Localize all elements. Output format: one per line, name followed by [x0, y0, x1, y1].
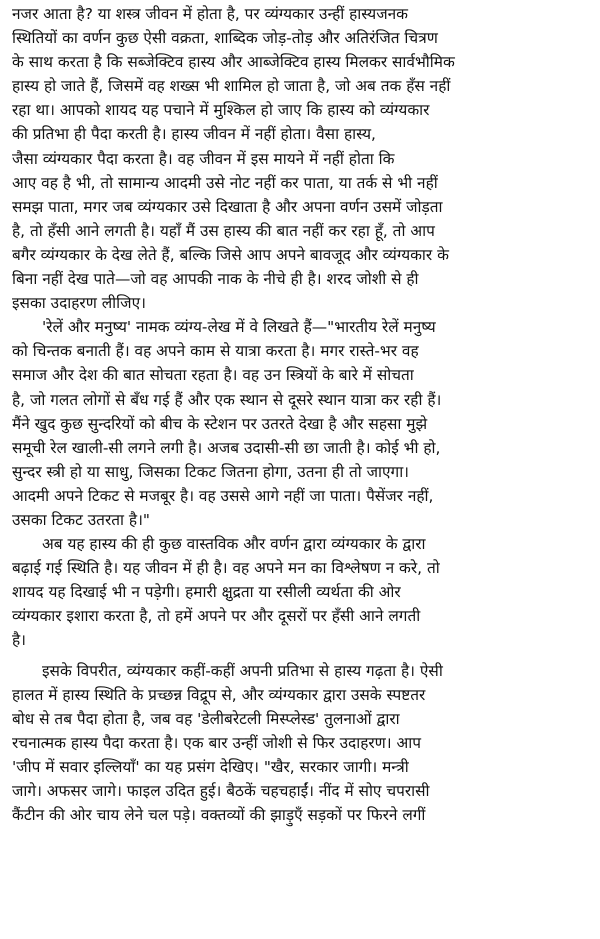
text-line: है। — [12, 631, 27, 650]
text-line: है, तो हँसी आने लगती है। यहाँ मैं उस हास्य की बात नहीं कर रहा हूँ, तो आप — [12, 221, 435, 240]
text-line: की प्रतिभा ही पैदा करती है। हास्य जीवन में नहीं होता। वैसा हास्य, — [12, 125, 376, 144]
text-line: उसका टिकट उतरता है।" — [12, 510, 150, 529]
text-line: जैसा व्यंग्यकार पैदा करता है। वह जीवन में इस मायने में नहीं होता कि — [12, 149, 395, 168]
text-line: अब यह हास्य की ही कुछ वास्तविक और वर्णन द्वारा व्यंग्यकार के द्वारा — [42, 535, 426, 554]
paragraph-2 — [12, 315, 592, 532]
text-line: बोध से तब पैदा होता है, जब वह 'डेलीबरेटली मिस्प्लेस्ड' तुलनाओं द्वारा — [12, 709, 400, 728]
text-line: कैंटीन की ओर चाय लेने चल पड़े। वक्तव्यों की झाड़ुएँ सड़कों पर फिरने लगीं — [12, 806, 426, 825]
paragraph-3 — [12, 532, 592, 652]
text-line: बगैर व्यंग्यकार के देख लेते हैं, बल्कि जिसे आप अपने बावजूद और व्यंग्यकार के — [12, 245, 449, 264]
text-line: बढ़ाई गई स्थिति है। यह जीवन में ही है। वह अपने मन का विश्लेषण न करे, तो — [12, 559, 440, 578]
text-line: है, जो गलत लोगों से बँध गई हैं और एक स्थान से दूसरे स्थान यात्रा कर रही हैं। — [12, 390, 442, 409]
text-line: 'जीप में सवार इल्लियाँ' का यह प्रसंग देखिए। "खैर, सरकार जागी। मन्त्री — [12, 757, 409, 776]
paragraph-1 — [12, 2, 592, 315]
text-line: 'रेलें और मनुष्य' नामक व्यंग्य-लेख में वे लिखते हैं—"भारतीय रेलें मनुष्य — [42, 318, 436, 337]
text-line: हालत में हास्य स्थिति के प्रच्छन्न विद्रूप से, और व्यंग्यकार द्वारा उसके स्पष्टतर — [12, 685, 426, 704]
text-line: शायद यह दिखाई भी न पड़ेगी। हमारी क्षुद्रता या रसीली व्यर्थता की ओर — [12, 583, 401, 602]
text-line: बिना नहीं देख पाते—जो वह आपकी नाक के नीचे ही है। शरद जोशी से ही — [12, 270, 419, 289]
text-line: मैंने खुद कुछ सुन्दरियों को बीच के स्टेशन पर उतरते देखा है और सहसा मुझे — [12, 414, 428, 433]
text-line: जागे। अफसर जागे। फाइल उदित हुई। बैठकें चहचहाईं। नींद में सोए चपरासी — [12, 782, 430, 800]
text-line: आदमी अपने टिकट से मजबूर है। वह उससे आगे नहीं जा पाता। पैसेंजर नहीं, — [12, 486, 434, 505]
text-line: रहा था। आपको शायद यह पचाने में मुश्किल हो जाए कि हास्य को व्यंग्यकार — [12, 101, 430, 120]
text-line: सुन्दर स्त्री हो या साधु, जिसका टिकट जितना होगा, उतना ही तो जाएगा। — [12, 462, 410, 481]
text-line: आए वह है भी, तो सामान्य आदमी उसे नोट नहीं कर पाता, या तर्क से भी नहीं — [12, 173, 438, 192]
text-line: रचनात्मक हास्य पैदा करता है। एक बार उन्हीं जोशी से फिर उदाहरण। आप — [12, 733, 421, 752]
text-line: नजर आता है? या शस्त्र जीवन में होता है, पर व्यंग्यकार उन्हीं हास्यजनक — [12, 5, 408, 23]
text-line: व्यंग्यकार इशारा करता है, तो हमें अपने पर और दूसरों पर हँसी आने लगती — [12, 607, 421, 626]
text-line: इसका उदाहरण लीजिए। — [12, 294, 146, 313]
text-line: को चिन्तक बनाती हैं। वह अपने काम से यात्रा करता है। मगर रास्ते-भर वह — [12, 342, 419, 361]
text-line: समाज और देश की बात सोचता रहता है। वह उन स्त्रियों के बारे में सोचता — [12, 366, 414, 385]
text-line: स्थितियों का वर्णन कुछ ऐसी वक्रता, शाब्दिक जोड़-तोड़ और अतिरंजित चित्रण — [12, 29, 438, 48]
text-line: समझ पाता, मगर जब व्यंग्यकार उसे दिखाता है और अपना वर्णन उसमें जोड़ता — [12, 197, 443, 216]
text-line: समूची रेल खाली-सी लगने लगी है। अजब उदासी-सी छा जाती है। कोई भी हो, — [12, 438, 441, 457]
paragraph-4 — [12, 659, 592, 828]
text-line: हास्य हो जाते हैं, जिसमें वह शख्स भी शामिल हो जाता है, जो अब तक हँस नहीं — [12, 77, 451, 96]
text-line: के साथ करता है कि सब्जेक्टिव हास्य और आब्जेक्टिव हास्य मिलकर सार्वभौमिक — [12, 53, 455, 72]
text-line: इसके विपरीत, व्यंग्यकार कहीं-कहीं अपनी प्रतिभा से हास्य गढ़ता है। ऐसी — [42, 661, 443, 680]
